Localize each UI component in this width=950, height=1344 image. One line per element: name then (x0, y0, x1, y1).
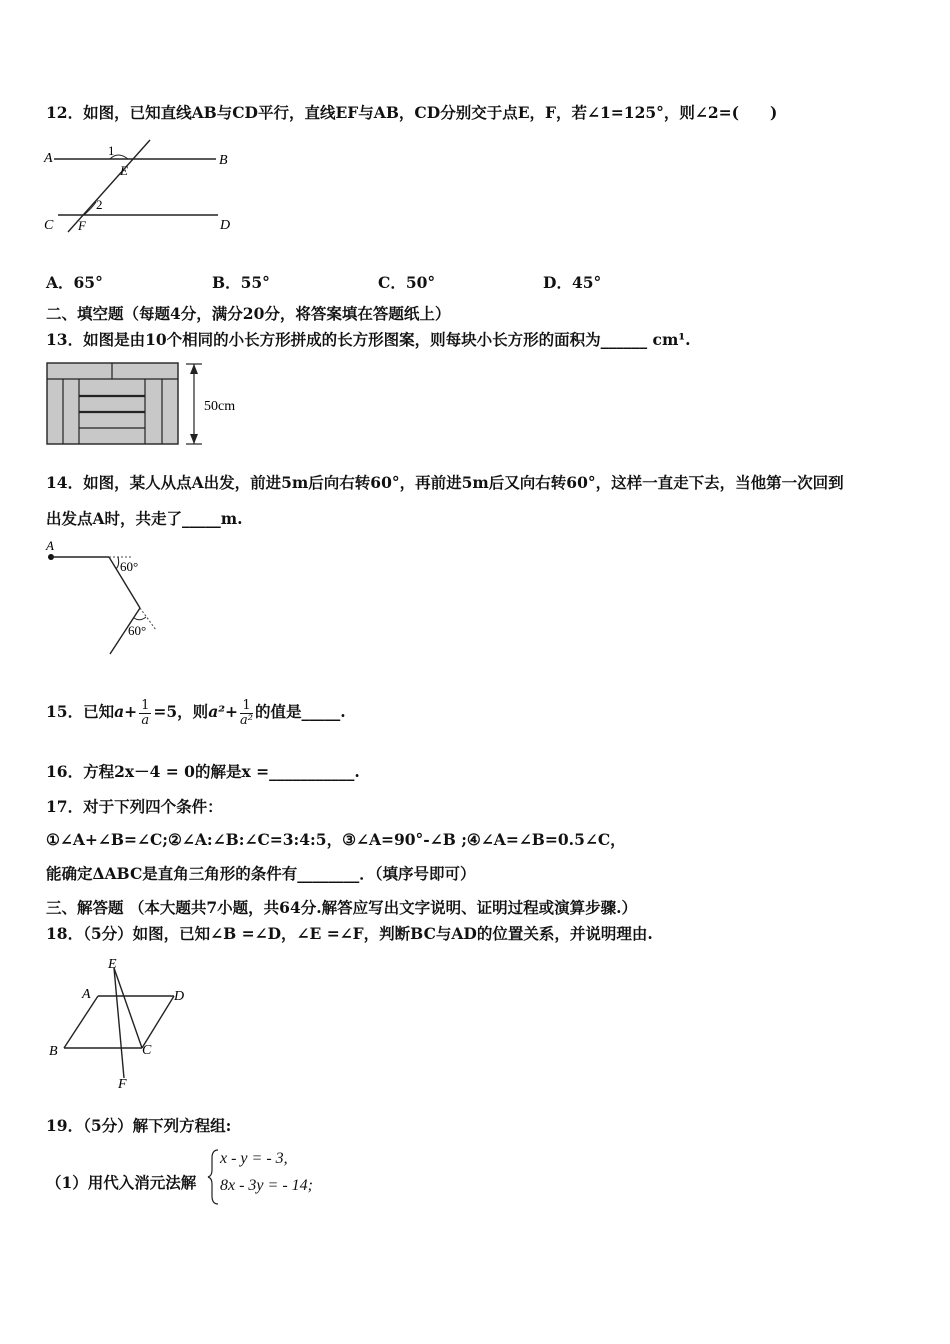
label-a: A (46, 538, 54, 553)
q17-ask: 能确定ΔABC是直角三角形的条件有________．（填序号即可） (46, 864, 476, 883)
q14-line2: 出发点A时，共走了_____m. (46, 509, 243, 528)
q12-option-a: A．65° (46, 273, 103, 292)
q15-fraction-1 (139, 699, 151, 728)
q18-figure (44, 954, 204, 1092)
label-e: E (120, 163, 128, 178)
q12-figure (40, 138, 240, 238)
label-c: C (142, 1043, 152, 1058)
q17-title: 17．对于下列四个条件： (46, 797, 223, 816)
q15-plus: + (124, 702, 138, 721)
q12-text: 12．如图，已知直线AB与CD平行，直线EF与AB，CD分别交于点E，F，若∠1=125°，则∠2=( ) (46, 103, 778, 122)
q14-figure (40, 538, 180, 662)
q15-num2: 1 (240, 699, 253, 714)
q19-part1-label: （1）用代入消元法解 (46, 1173, 197, 1192)
q19-brace (206, 1148, 220, 1206)
q12-option-d: D．45° (543, 273, 602, 292)
label-a: A (82, 987, 91, 1002)
label-c: C (44, 218, 54, 233)
label-d: D (174, 989, 185, 1004)
q15-fraction-2 (240, 699, 253, 728)
q19-eq1: x - y = - 3, (220, 1150, 288, 1167)
q19-eq2: 8x - 3y = - 14; (220, 1177, 313, 1194)
q14-line1: 14．如图，某人从点A出发，前进5m后向右转60°，再前进5m后又向右转60°，这样一直走下去，当他第一次回到 (46, 473, 844, 492)
label-d: D (220, 218, 231, 233)
q17-conditions: ①∠A+∠B=∠C;②∠A:∠B:∠C=3:4:5，③∠A=90°-∠B ;④∠A=∠B=0.5∠C， (46, 830, 626, 849)
q15-a2: a²+ (208, 702, 239, 721)
label-f: F (78, 218, 86, 233)
label-2: 2 (96, 197, 103, 212)
angle2-arc (84, 202, 96, 215)
q12-option-b: B．55° (212, 273, 270, 292)
q15-den: a (141, 712, 150, 728)
angle1-label: 60° (120, 559, 139, 574)
label-e: E (108, 957, 117, 972)
q15-suffix: 的值是_____. (254, 702, 346, 721)
label-1: 1 (108, 143, 115, 158)
q12-option-c: C．50° (378, 273, 436, 292)
q15-den2: a² (240, 712, 253, 728)
section2-heading: 二、填空题（每题4分，满分20分，将答案填在答题纸上） (46, 304, 451, 323)
q15-num: 1 (141, 697, 150, 713)
q13-figure (46, 362, 256, 448)
angle2-label: 60° (128, 623, 147, 638)
q18-text: 18．（5分）如图，已知∠B =∠D，∠E =∠F，判断BC与AD的位置关系，并说明理由. (46, 924, 653, 943)
label-b: B (219, 153, 228, 168)
q19-text: 19．（5分）解下列方程组: (46, 1116, 232, 1135)
q13-text: 13．如图是由10个相同的小长方形拼成的长方形图案，则每块小长方形的面积为______ cm¹. (46, 330, 691, 349)
q16-text: 16．方程2x－4 = 0的解是x =___________. (46, 762, 360, 781)
label-b: B (49, 1044, 58, 1059)
q15-prefix: 15．已知 (46, 702, 115, 721)
q15-eq: =5，则 (153, 702, 209, 721)
section3-heading: 三、解答题 （本大题共7小题，共64分.解答应写出文字说明、证明过程或演算步骤.） (46, 898, 638, 917)
height-label: 50cm (204, 399, 236, 414)
label-f: F (118, 1077, 127, 1092)
q15-text (46, 688, 346, 736)
label-a: A (44, 151, 53, 166)
q15-var-a: a (114, 702, 125, 721)
